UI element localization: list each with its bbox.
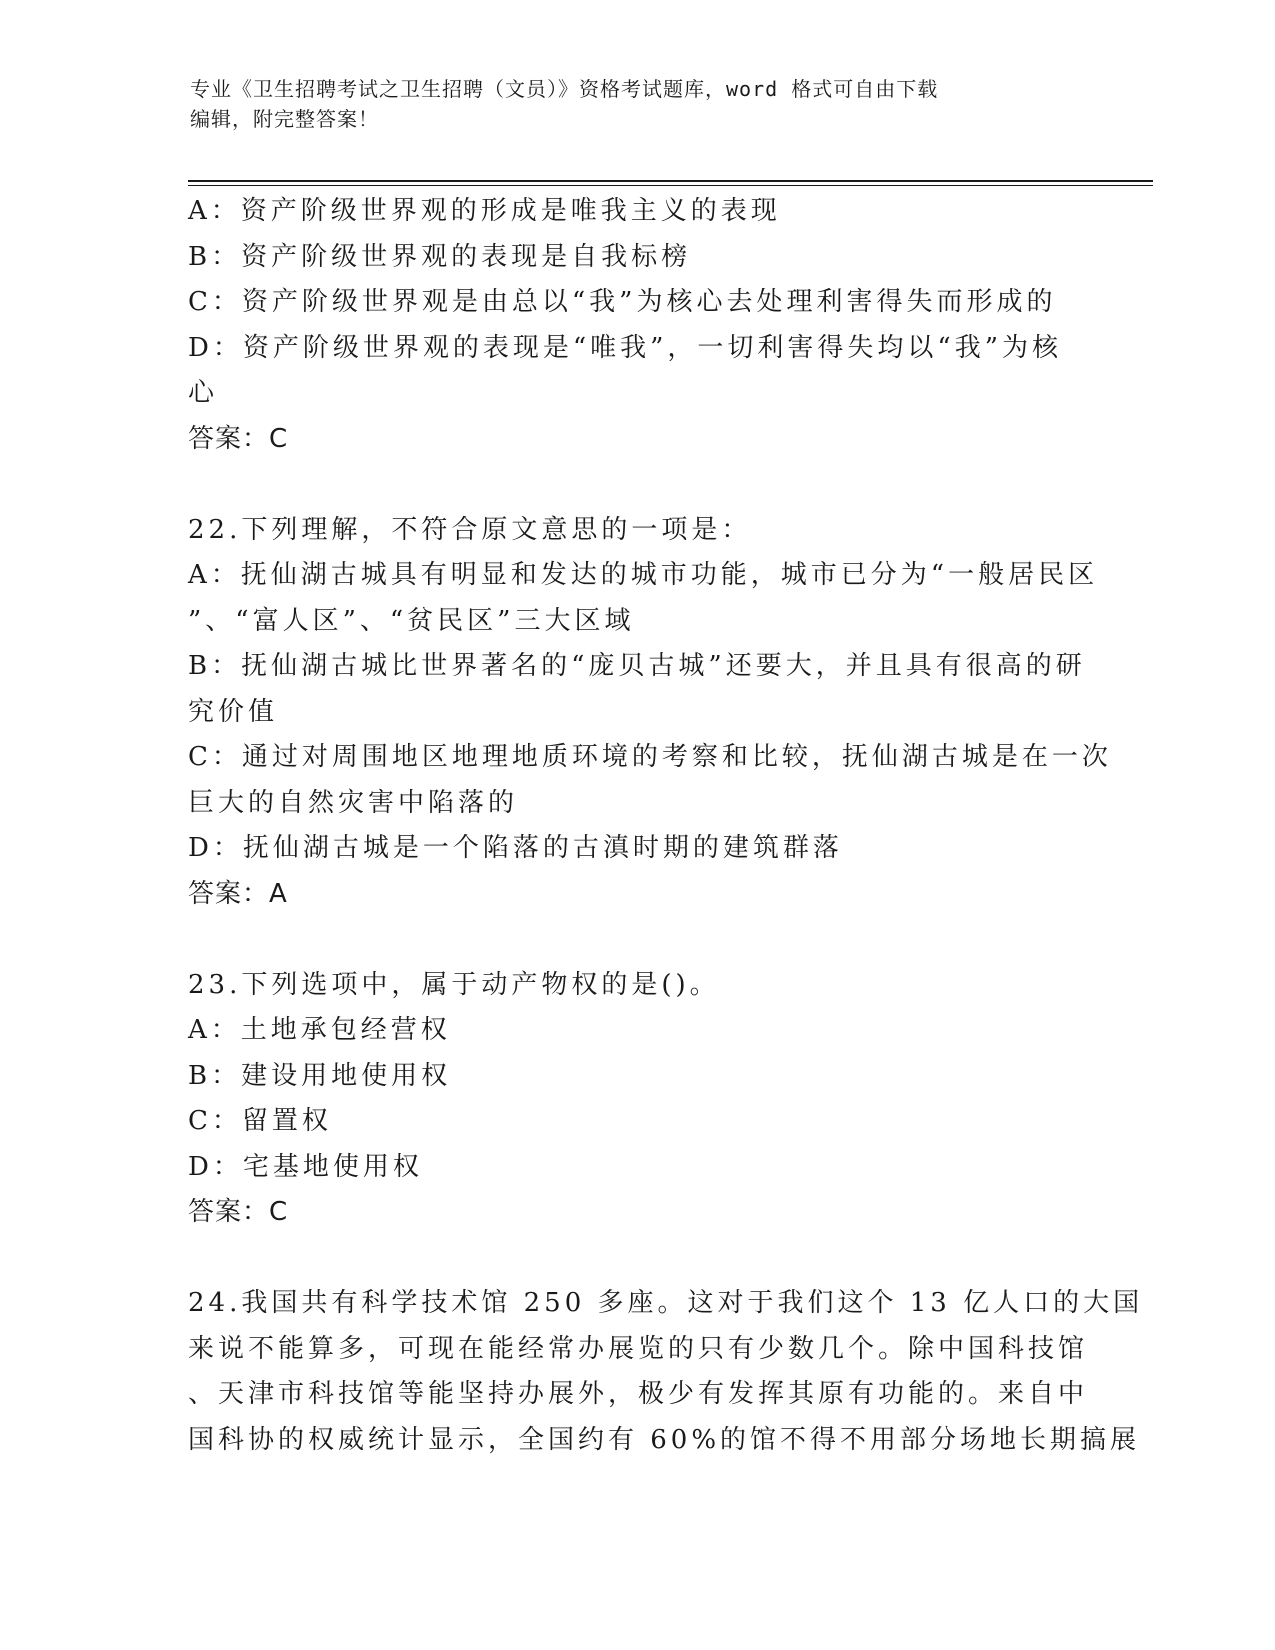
header-rule-thin bbox=[188, 185, 1153, 186]
spacer bbox=[188, 1236, 1088, 1282]
document-header bbox=[190, 74, 1090, 134]
option-a-continued: ”、“富人区”、“贫民区”三大区域 bbox=[188, 605, 635, 636]
question-text: 22.下列理解，不符合原文意思的一项是： bbox=[188, 514, 752, 545]
option-b-continued: 究价值 bbox=[188, 696, 279, 727]
option-b: B：抚仙湖古城比世界著名的“庞贝古城”还要大，并且具有很高的研 bbox=[188, 651, 1086, 681]
question-text-line-2: 来说不能算多，可现在能经常办展览的只有少数几个。除中国科技馆 bbox=[188, 1333, 1089, 1364]
spacer bbox=[188, 917, 1088, 963]
option-d: D：资产阶级世界观的表现是“唯我”，一切利害得失均以“我”为核 bbox=[188, 332, 1063, 363]
question-text-line-4: 国科协的权威统计显示，全国约有 60%的馆不得不用部分场地长期搞展 bbox=[188, 1424, 1141, 1455]
option-c: C：留置权 bbox=[188, 1106, 332, 1136]
option-d-continued: 心 bbox=[188, 378, 219, 408]
answer: 答案：C bbox=[188, 423, 289, 454]
option-d: D：宅基地使用权 bbox=[188, 1151, 423, 1182]
question-text-line-1: 24.我国共有科学技术馆 250 多座。这对于我们这个 13 亿人口的大国 bbox=[188, 1288, 1144, 1318]
spacer bbox=[188, 462, 1088, 508]
option-c-continued: 巨大的自然灾害中陷落的 bbox=[188, 787, 519, 818]
header-line-1: 专业《卫生招聘考试之卫生招聘（文员）》资格考试题库，word 格式可自由下载 bbox=[190, 77, 939, 101]
question-21 bbox=[188, 189, 1088, 462]
option-b: B：建设用地使用权 bbox=[188, 1060, 452, 1091]
header-line-2: 编辑，附完整答案！ bbox=[190, 107, 379, 131]
option-d: D：抚仙湖古城是一个陷落的古滇时期的建筑群落 bbox=[188, 833, 843, 863]
option-a: A：资产阶级世界观的形成是唯我主义的表现 bbox=[188, 196, 781, 226]
option-c: C：资产阶级世界观是由总以“我”为核心去处理利害得失而形成的 bbox=[188, 287, 1057, 317]
question-24 bbox=[188, 1281, 1144, 1463]
question-text-line-3: 、天津市科技馆等能坚持办展外，极少有发挥其原有功能的。来自中 bbox=[188, 1379, 1089, 1409]
option-b: B：资产阶级世界观的表现是自我标榜 bbox=[188, 241, 692, 272]
question-22 bbox=[188, 508, 1112, 918]
question-content bbox=[188, 189, 1144, 1463]
option-a: A：土地承包经营权 bbox=[188, 1015, 451, 1045]
header-rule-thick bbox=[188, 180, 1153, 182]
question-23 bbox=[188, 963, 1088, 1236]
option-a: A：抚仙湖古城具有明显和发达的城市功能，城市已分为“一般居民区 bbox=[188, 560, 1099, 590]
option-c: C：通过对周围地区地理地质环境的考察和比较，抚仙湖古城是在一次 bbox=[188, 742, 1112, 772]
answer: 答案：A bbox=[188, 878, 288, 909]
answer: 答案：C bbox=[188, 1197, 289, 1227]
question-text: 23.下列选项中，属于动产物权的是()。 bbox=[188, 969, 720, 1000]
